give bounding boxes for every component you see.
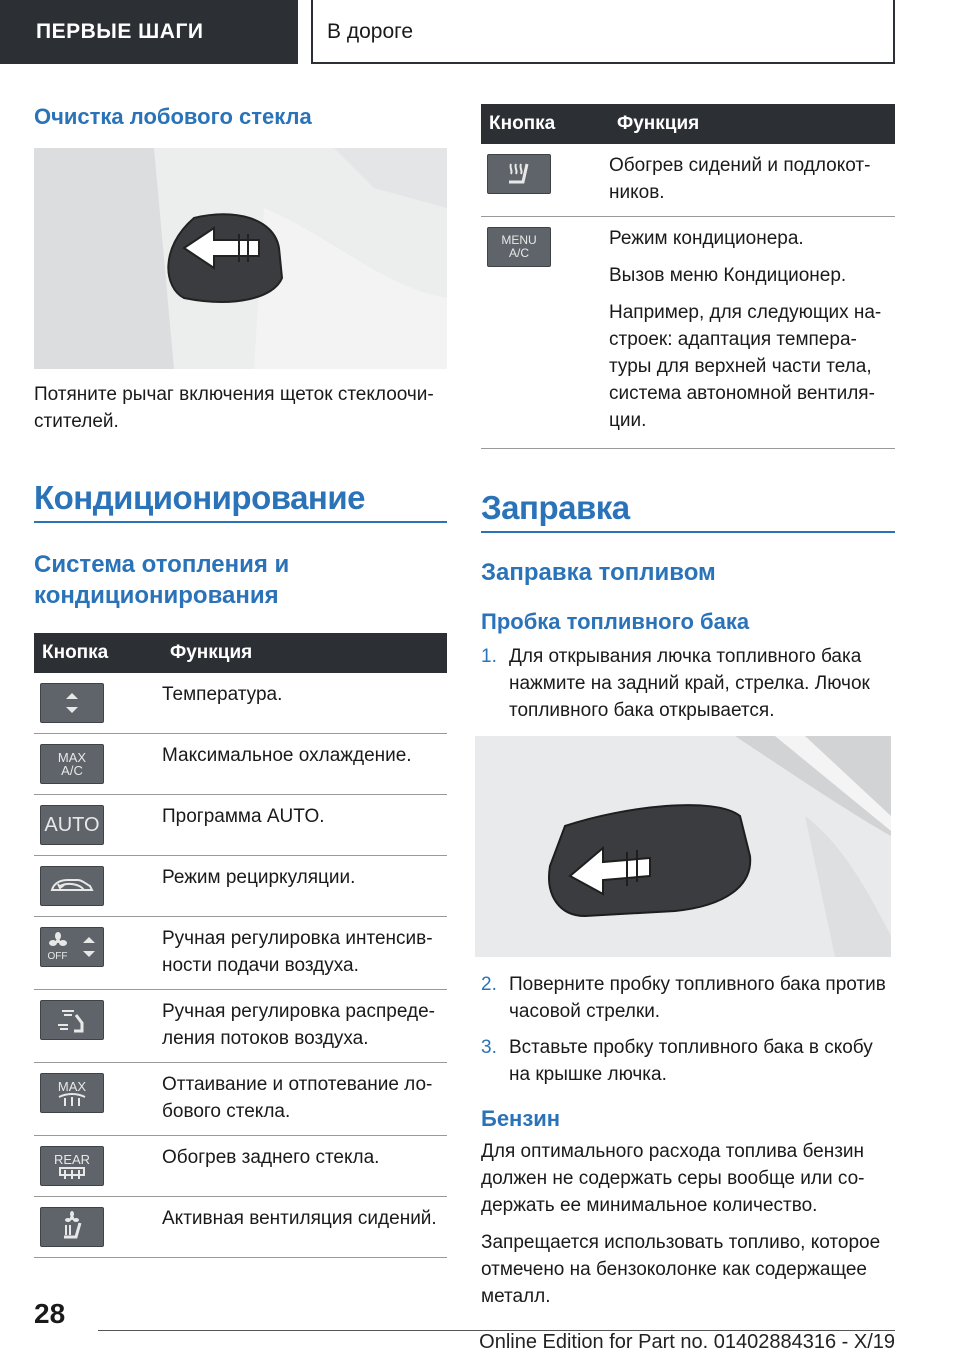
climate-button-table — [34, 633, 447, 1258]
climate-heading: Кондиционирование — [34, 479, 447, 523]
list-item: 1. Для открывания лючка топливного бака нажмите на задний край, стрелка. Лючок топливного бака открывается. — [481, 646, 870, 721]
recirculation-icon — [40, 866, 104, 906]
cap-heading: Пробка топливного бака — [481, 609, 750, 634]
list-item: 3. Вставьте пробку топливного бака в скобу на крышке лючка. — [481, 1037, 873, 1085]
column-function-header: Функция — [609, 104, 895, 144]
table-header-row — [34, 633, 447, 673]
table-row — [34, 795, 447, 856]
petrol-paragraph-2: Запрещается использовать топливо, которое отмечено на бензоколонке как содержащее металл. — [481, 1232, 881, 1307]
max-ac-icon: MAX A/C — [40, 744, 104, 784]
max-defrost-icon: MAX — [40, 1073, 104, 1113]
refuel-heading: Заправка — [481, 489, 895, 533]
column-function-header: Функция — [162, 633, 447, 673]
function-text: Оттаивание и отпотевание ло-бового стекла. — [162, 1063, 447, 1136]
function-text: Обогрев заднего стекла. — [162, 1136, 447, 1197]
left-column — [34, 104, 447, 1258]
steps-list-2 — [481, 971, 895, 1088]
column-button-header: Кнопка — [34, 633, 162, 673]
table-row — [34, 1197, 447, 1258]
menu-ac-icon: MENU A/C — [487, 227, 551, 267]
chapter-title: В дороге — [327, 20, 414, 43]
air-distribution-icon — [40, 1000, 104, 1040]
fuel-flap-illustration — [475, 736, 891, 957]
system-heading: Система отопления и кондиционирования — [34, 551, 290, 609]
table-header-row — [481, 104, 895, 144]
auto-icon: AUTO — [40, 805, 104, 845]
table-row — [34, 856, 447, 917]
wiper-instruction: Потяните рычаг включения щеток стеклоочи-стителей. — [34, 384, 434, 432]
function-text: Температура. — [162, 673, 447, 734]
table-row — [34, 990, 447, 1063]
function-text: Максимальное охлаждение. — [162, 734, 447, 795]
section-title: ПЕРВЫЕ ШАГИ — [36, 20, 204, 43]
page-number: 28 — [34, 1298, 66, 1329]
steps-list-1 — [481, 643, 895, 724]
petrol-heading: Бензин — [481, 1106, 561, 1131]
function-text-multi: Режим кондиционера. Вызов меню Кондиционер. Например, для следующих на-строек: адаптация темпера-туры для верхней части тела, система автономной вентиля-ции. — [609, 217, 895, 449]
wiper-lever-illustration — [34, 148, 447, 369]
table-row — [481, 144, 895, 217]
seat-heating-icon — [487, 154, 551, 194]
table-row — [34, 734, 447, 795]
seat-ventilation-icon — [40, 1207, 104, 1247]
petrol-paragraph-1: Для оптимального расхода топлива бензин должен не содержать серы вообще или со-держать ее минимальное количество. — [481, 1141, 865, 1216]
wiper-lever-photo — [34, 148, 447, 369]
function-text: Обогрев сидений и подлокот-ников. — [609, 144, 895, 217]
table-row — [34, 1063, 447, 1136]
fuel-flap-photo — [475, 736, 891, 957]
wiper-heading: Очистка лобового стекла — [34, 104, 312, 129]
table-row — [34, 917, 447, 990]
table-row — [34, 1136, 447, 1197]
fuel-heading: Заправка топливом — [481, 559, 716, 586]
function-text: Ручная регулировка распреде-ления потоков воздуха. — [162, 990, 447, 1063]
function-text: Ручная регулировка интенсив-ности подачи воздуха. — [162, 917, 447, 990]
function-text: Режим рециркуляции. — [162, 856, 447, 917]
column-button-header: Кнопка — [481, 104, 609, 144]
fan-off-icon: OFF — [40, 927, 104, 967]
table-row — [481, 217, 895, 449]
function-text: Программа AUTO. — [162, 795, 447, 856]
footer-edition: Online Edition for Part no. 01402884316 - X/19 — [98, 1330, 895, 1354]
right-column — [481, 104, 895, 1310]
section-tab — [0, 0, 298, 64]
table-row — [34, 673, 447, 734]
chapter-tab — [311, 0, 895, 64]
list-item: 2. Поверните пробку топливного бака против часовой стрелки. — [481, 974, 886, 1022]
temperature-arrows-icon — [40, 683, 104, 723]
function-text: Активная вентиляция сидений. — [162, 1197, 447, 1258]
climate-button-table-continued — [481, 104, 895, 449]
rear-defrost-icon: REAR — [40, 1146, 104, 1186]
